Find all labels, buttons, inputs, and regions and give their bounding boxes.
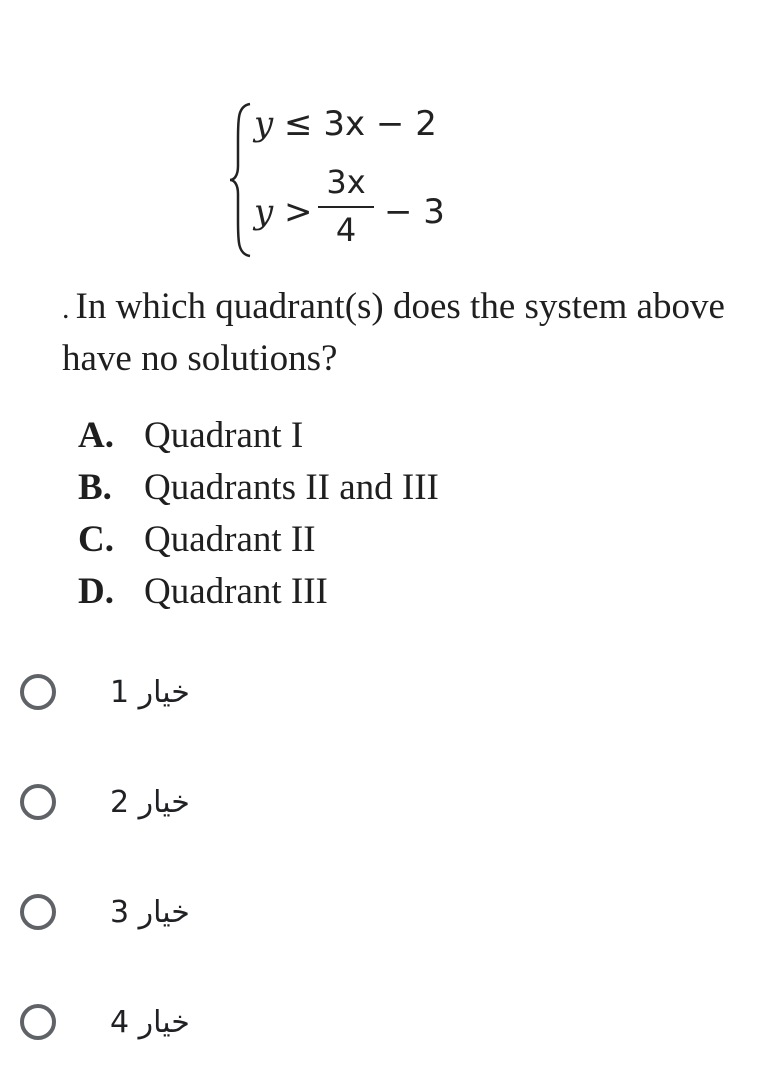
radio-button-icon[interactable] [20, 894, 56, 930]
prompt-text: In which quadrant(s) does the system above have no solutions? [62, 286, 725, 379]
choice-1[interactable] [14, 662, 314, 722]
fraction [318, 162, 374, 248]
line1-lhs: y [254, 104, 274, 144]
option-text: Quadrant II [144, 519, 316, 560]
choice-label: خيار 2 [110, 784, 190, 820]
choice-label: خيار 1 [110, 674, 190, 710]
option-text: Quadrant III [144, 571, 328, 612]
inequality-line-2 [254, 192, 313, 232]
question-prompt [62, 282, 752, 384]
option-letter: A. [78, 415, 114, 456]
line2-lhs: y [254, 192, 274, 232]
option-c [78, 514, 439, 566]
answer-options [78, 410, 439, 618]
choice-label: خيار 3 [110, 894, 190, 930]
option-a [78, 410, 439, 462]
line2-relation: > [284, 192, 313, 232]
choice-2[interactable] [14, 772, 314, 832]
left-brace-icon [228, 100, 254, 260]
inequality-system [228, 100, 488, 270]
radio-button-icon[interactable] [20, 1004, 56, 1040]
inequality-line-1 [254, 104, 437, 144]
prompt-dot: . [62, 292, 70, 325]
fraction-denominator: 4 [335, 211, 357, 249]
choice-label: خيار 4 [110, 1004, 190, 1040]
radio-button-icon[interactable] [20, 784, 56, 820]
option-letter: B. [78, 467, 112, 508]
option-text: Quadrants II and III [144, 467, 439, 508]
fraction-bar [318, 206, 374, 208]
option-b [78, 462, 439, 514]
option-text: Quadrant I [144, 415, 304, 456]
line1-relation: ≤ [284, 104, 313, 144]
line1-rhs: 3x − 2 [323, 104, 437, 144]
radio-button-icon[interactable] [20, 674, 56, 710]
option-d [78, 566, 439, 618]
option-letter: C. [78, 519, 114, 560]
fraction-numerator: 3x [326, 163, 366, 201]
choice-3[interactable] [14, 882, 314, 942]
choice-4[interactable] [14, 992, 314, 1052]
option-letter: D. [78, 571, 114, 612]
line2-tail: − 3 [384, 192, 445, 232]
